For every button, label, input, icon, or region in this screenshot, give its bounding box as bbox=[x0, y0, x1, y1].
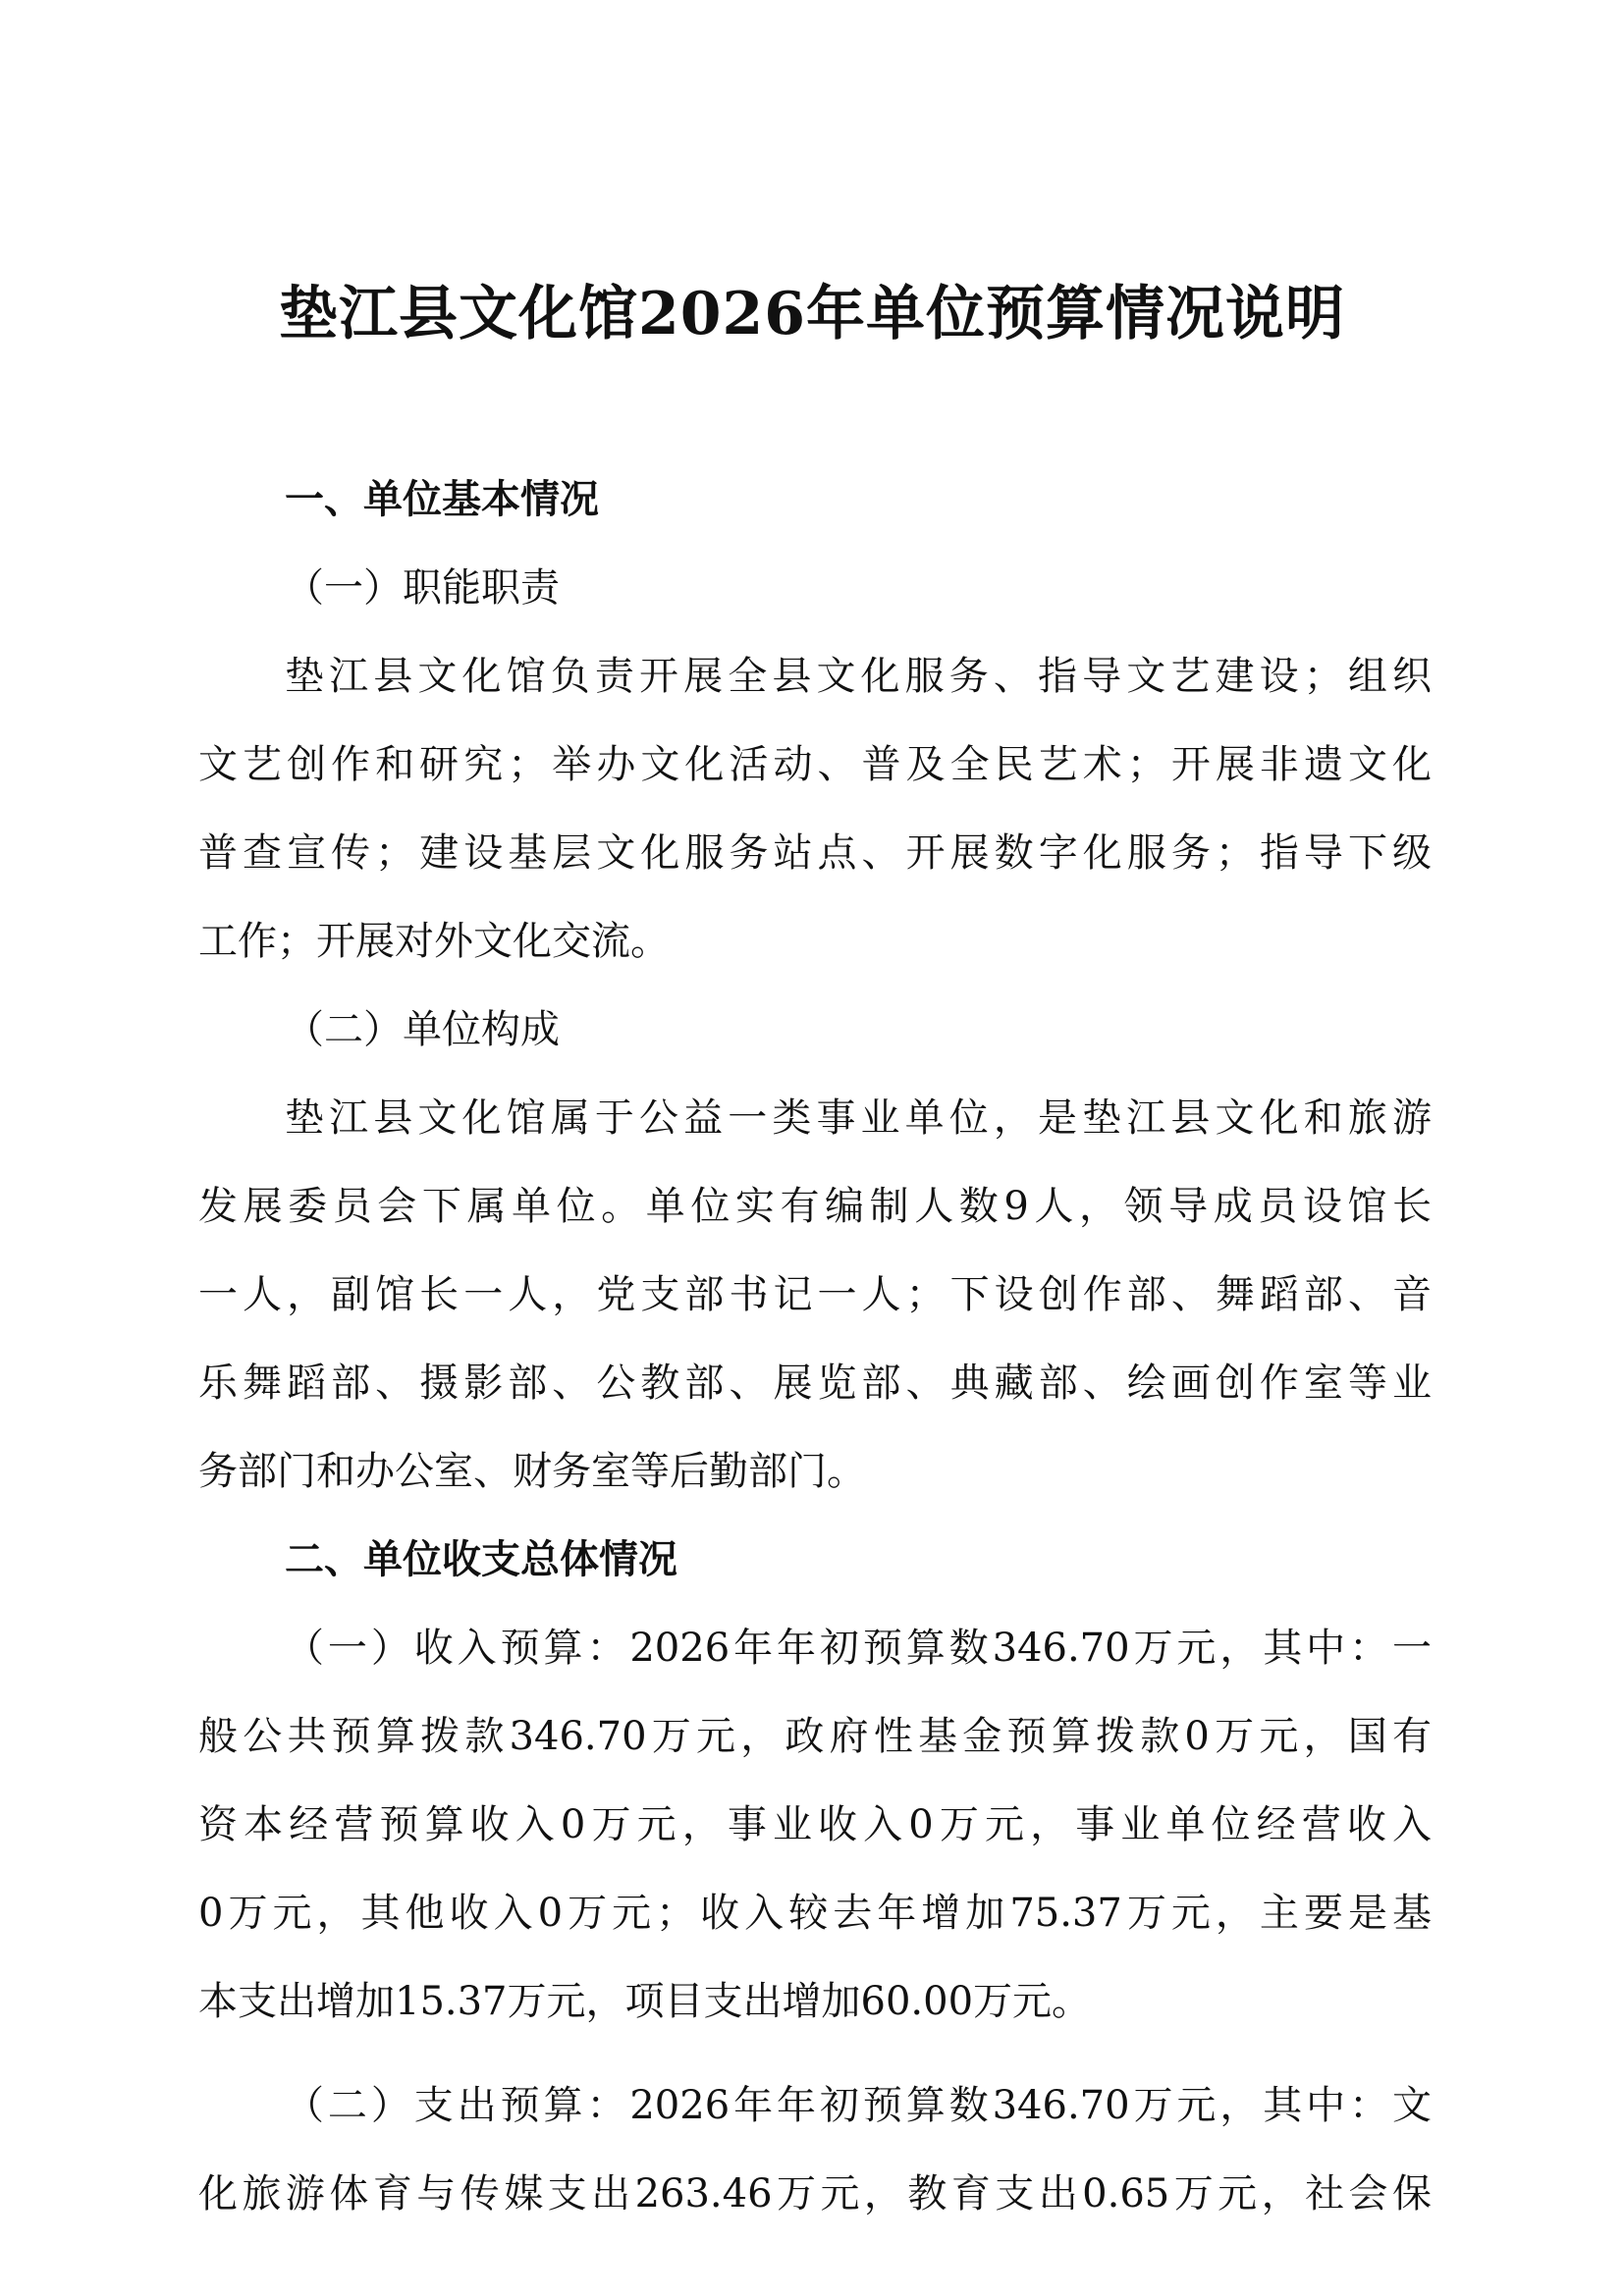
paragraph-line: 本支出增加15.37万元，项目支出增加60.00万元。 bbox=[198, 1979, 1092, 2024]
paragraph-line: 资本经营预算收入0万元，事业收入0万元，事业单位经营收入 bbox=[198, 1802, 1432, 1847]
paragraph-line: 一人，副馆长一人，党支部书记一人；下设创作部、舞蹈部、音 bbox=[198, 1272, 1432, 1317]
paragraph-spacer bbox=[198, 2046, 1432, 2061]
document-body bbox=[198, 455, 1432, 2238]
paragraph-line: （一）收入预算：2026年年初预算数346.70万元，其中：一 bbox=[285, 1626, 1432, 1671]
paragraph-line: 工作；开展对外文化交流。 bbox=[198, 919, 670, 964]
paragraph-line: 般公共预算拨款346.70万元，政府性基金预算拨款0万元，国有 bbox=[198, 1714, 1432, 1759]
section-heading-basic-info: 一、单位基本情况 bbox=[285, 477, 599, 522]
paragraph-line: 务部门和办公室、财务室等后勤部门。 bbox=[198, 1449, 866, 1494]
section-heading-budget-overview: 二、单位收支总体情况 bbox=[285, 1537, 677, 1582]
subsection-heading-duties: （一）职能职责 bbox=[285, 565, 560, 611]
paragraph-line: 0万元，其他收入0万元；收入较去年增加75.37万元，主要是基 bbox=[198, 1891, 1432, 1936]
paragraph-line: （二）支出预算：2026年年初预算数346.70万元，其中：文 bbox=[285, 2083, 1432, 2128]
paragraph-line: 垫江县文化馆负责开展全县文化服务、指导文艺建设；组织 bbox=[285, 654, 1432, 699]
paragraph-line: 文艺创作和研究；举办文化活动、普及全民艺术；开展非遗文化 bbox=[198, 742, 1432, 787]
paragraph-line: 化旅游体育与传媒支出263.46万元，教育支出0.65万元，社会保 bbox=[198, 2171, 1432, 2216]
paragraph-line: 发展委员会下属单位。单位实有编制人数9人，领导成员设馆长 bbox=[198, 1184, 1432, 1229]
document-title: 垫江县文化馆2026年单位预算情况说明 bbox=[279, 280, 1345, 348]
paragraph-line: 垫江县文化馆属于公益一类事业单位，是垫江县文化和旅游 bbox=[285, 1095, 1432, 1141]
subsection-heading-structure: （二）单位构成 bbox=[285, 1007, 560, 1052]
paragraph-line: 乐舞蹈部、摄影部、公教部、展览部、典藏部、绘画创作室等业 bbox=[198, 1361, 1432, 1406]
paragraph-line: 普查宣传；建设基层文化服务站点、开展数字化服务；指导下级 bbox=[198, 830, 1432, 876]
